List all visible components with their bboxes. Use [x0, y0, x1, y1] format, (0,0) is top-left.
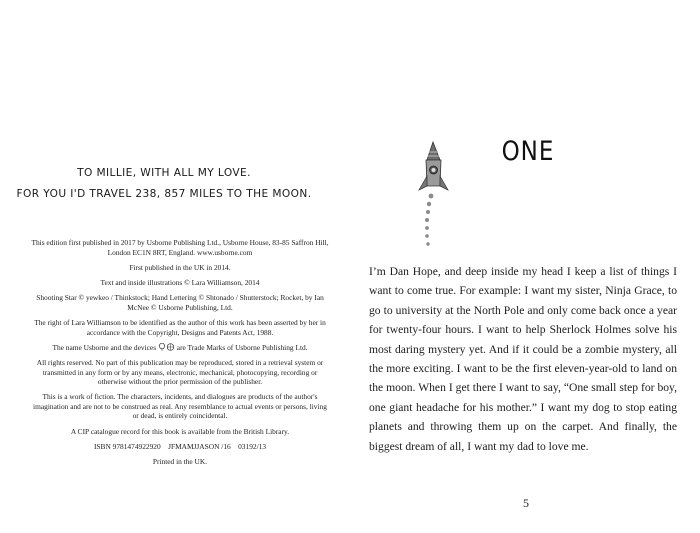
- fiction-disclaimer: This is a work of fiction. The characters, incidents, and dialogues are products of the author's imagination and are not to be construed as real. Any resemblance to actual events or persons, living or dead, is entirely coincidental.: [33, 392, 327, 421]
- usborne-balloon-devices-icon: [158, 343, 175, 351]
- trademarks-after: are Trade Marks of Usborne Publishing Ltd.: [176, 342, 308, 352]
- printed-in: Printed in the UK.: [152, 457, 208, 467]
- first-published: First published in the UK in 2014.: [129, 262, 231, 272]
- dedication: [0, 163, 328, 205]
- cip-record: A CIP catalogue record for this book is available from the British Library.: [70, 426, 290, 436]
- dedication-line-2: FOR YOU I'D TRAVEL 238, 857 MILES TO THE MOON.: [16, 188, 312, 200]
- copyright-block: [30, 238, 330, 472]
- chapter-body: [369, 262, 677, 456]
- edition-notice: This edition first published in 2017 by Usborne Publishing Ltd., Usborne House, 83-85 Saffron Hill, London EC1N 8RT, England. www.usborne.com: [31, 238, 329, 257]
- dedication-line-1: TO MILLIE, WITH ALL MY LOVE.: [77, 167, 251, 179]
- all-rights-reserved: All rights reserved. No part of this publication may be reproduced, stored in a retrieval system or transmitted in any form or by any means, electronic, mechanical, photocopying, recording or otherwise without the prior permission of the publisher.: [36, 357, 324, 387]
- chapter-title: ONE: [501, 137, 555, 167]
- trademarks: [30, 343, 330, 353]
- trademarks-before: The name Usborne and the devices: [52, 342, 157, 352]
- text-copyright: Text and inside illustrations © Lara Williamson, 2014: [100, 277, 260, 287]
- page-number: 5: [523, 496, 529, 510]
- isbn-line: ISBN 9781474922920 JFMAMJJASON /16 03192/13: [93, 441, 267, 451]
- moral-rights: The right of Lara Williamson to be identified as the author of this work has been asserted by her in accordance with the Copyright, Designs and Patents Act, 1988.: [34, 317, 326, 337]
- body-paragraph: I’m Dan Hope, and deep inside my head I keep a list of things I want to come true. For example: I want my sister, Ninja Grace, to go to university at the North Pole and only come back once a year for twenty-four hours. I want to help Sherlock Holmes solve his most daring mystery yet. And if it could be a zombie mystery, all the more exciting. I want to be the first eleven-year-old to land on the moon. When I get there I want to say, “One small step for boy, one giant headache for his mother.” I want my dog to stop eating planets and throwing them up on the carpet. And finally, the biggest dream of all, I want my dad to love me.: [369, 265, 677, 453]
- rocket-illustration-icon: [407, 138, 449, 260]
- image-credits: Shooting Star © yewkeo / Thinkstock; Hand Lettering © Shtonado / Shutterstock; Rocket, by Ian McNee © Usborne Publishing, Ltd.: [36, 293, 324, 312]
- right-page: [350, 0, 700, 533]
